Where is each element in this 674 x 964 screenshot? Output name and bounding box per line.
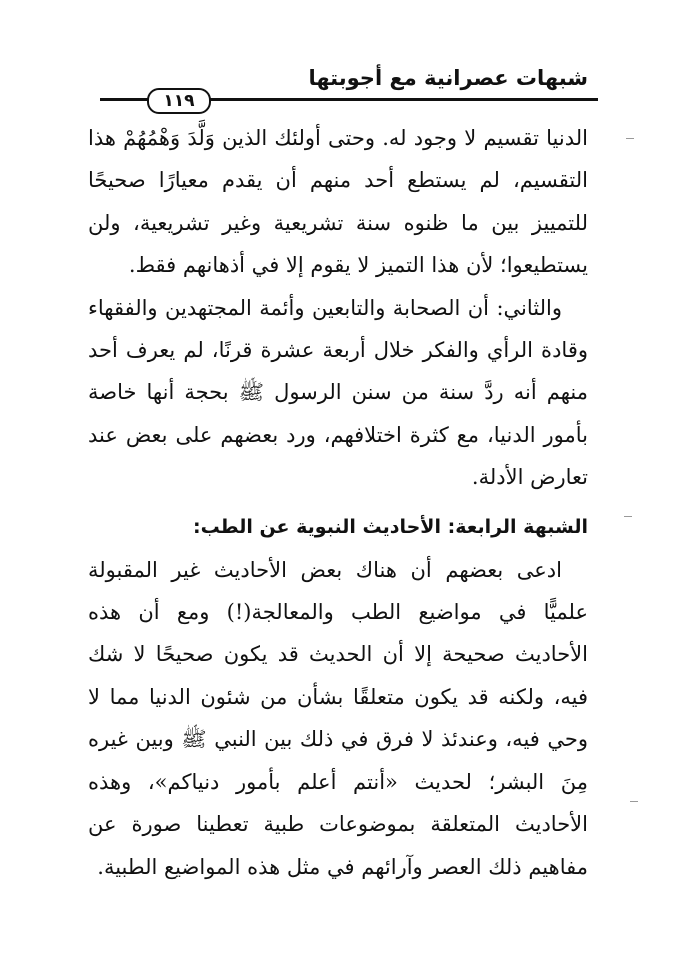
margin-mark [624,516,632,517]
page-number: ١١٩ [147,88,211,114]
paragraph-1: الدنيا تقسيم لا وجود له. وحتى أولئك الذين وَلَّدَ وَهْمُهُمْ هذا التقسيم، لم يستطع أحد منهم أن يقدم معيارًا صحيحًا للتمييز بين ما ظنوه سنة تشريعية وغير تشريعية، ولن يستطيعوا؛ لأن هذا التميز لا يقوم إلا في أذهانهم فقط. [88,126,588,278]
running-head: شبهات عصرانية مع أجوبتها [308,66,588,90]
body-text [88,117,588,888]
section-heading-text: الأحاديث النبوية عن الطب: [192,515,441,538]
section-heading [88,505,588,549]
margin-mark [630,801,638,802]
section-heading-label: الشبهة الرابعة: [447,515,588,538]
margin-mark [626,138,634,139]
paragraph-3: ادعى بعضهم أن هناك بعض الأحاديث غير المقبولة علميًّا في مواضيع الطب والمعالجة(!) ومع أن هذه الأحاديث صحيحة إلا أن الحديث قد يكون صحيحًا لا شك فيه، ولكنه قد يكون متعلقًا بشأن من شئون الدنيا مما لا وحي فيه، وعندئذ لا فرق في ذلك بين النبي ﷺ وبين غيره مِنَ البشر؛ لحديث «أنتم أعلم بأمور دنياكم»، وهذه الأحاديث المتعلقة بموضوعات طبية تعطينا صورة عن مفاهيم ذلك العصر وآرائهم في مثل هذه المواضيع الطبية. [88,557,588,879]
paragraph-2: والثاني: أن الصحابة والتابعين وأئمة المجتهدين والفقهاء وقادة الرأي والفكر خلال أربعة عشرة قرنًا، لم يعرف أحد منهم أنه ردَّ سنة من سنن الرسول ﷺ بحجة أنها خاصة بأمور الدنيا، مع كثرة اختلافهم، ورد بعضهم على بعض عند تعارض الأدلة. [88,295,588,490]
